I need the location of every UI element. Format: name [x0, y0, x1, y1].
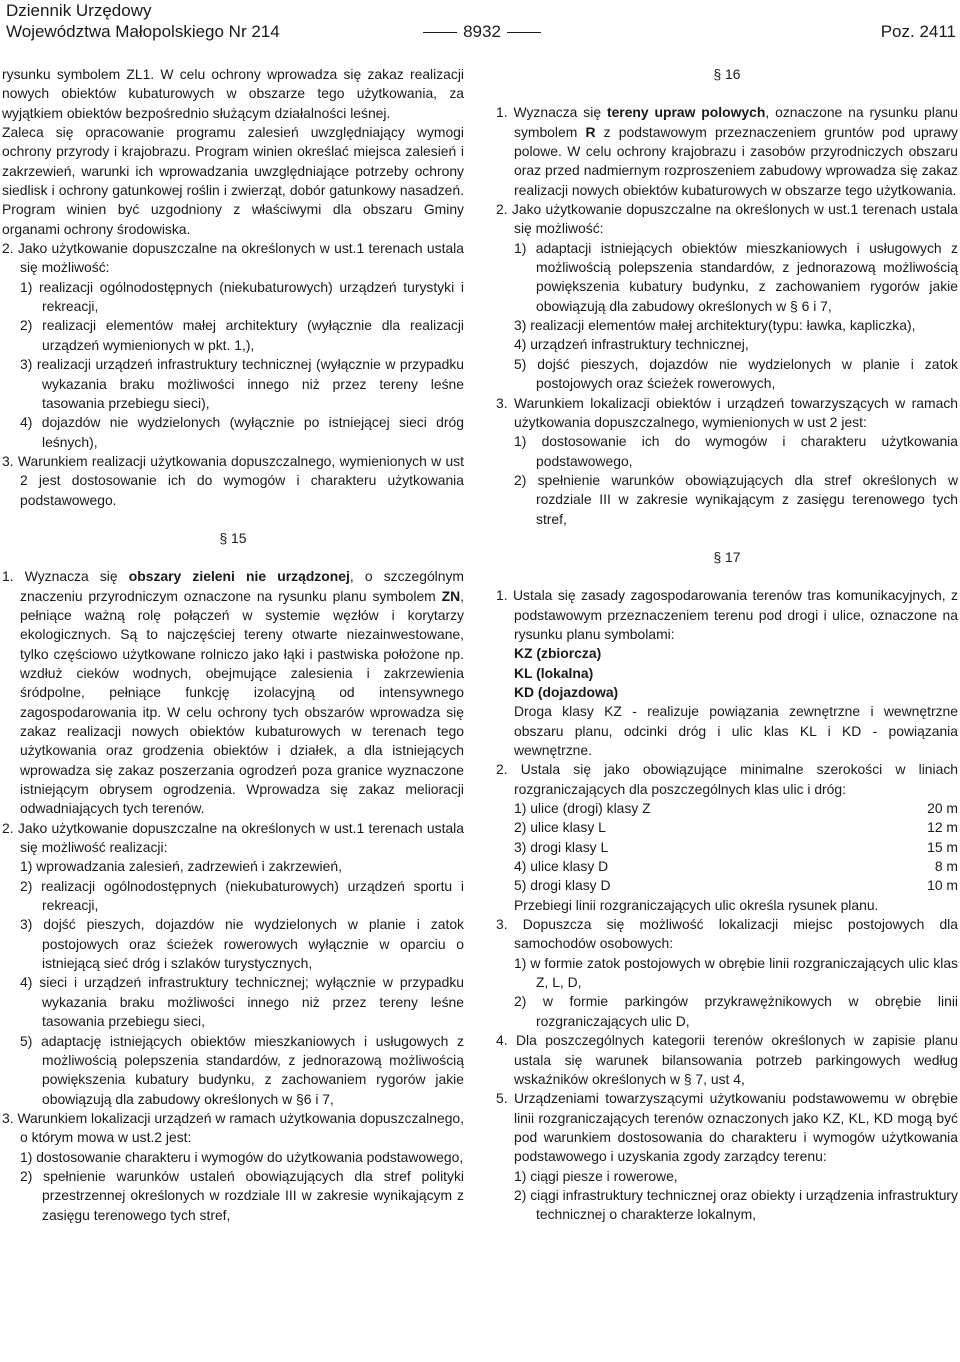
list-item: 1) ciągi piesze i rowerowe,	[514, 1167, 678, 1184]
section-heading: § 16	[713, 66, 741, 82]
journal-title: Dziennik Urzędowy	[6, 1, 152, 20]
paragraph: Przebiegi linii rozgraniczających ulic określa rysunek planu.	[514, 896, 879, 913]
list-item: 3) realizacji urządzeń infrastruktury technicznej (wyłącznie w przypadku wykazania braku możliwości innego niż przez tereny leśne tasowania przebiegu sieci),	[20, 356, 464, 411]
paragraph: 1. Wyznacza się tereny upraw polowych, oznaczone na rysunku planu symbolem R z podstawowym przeznaczeniem gruntów pod uprawy polowe. W celu ochrony krajobrazu i zasobów przyrodniczych obszaru oraz przed nadmiernym rozproszeniem zabudowy wprowadza się zakaz realizacji nowych obiektów kubaturowych w obszarze tego użytkowania.	[496, 104, 959, 198]
paragraph: 5. Urządzeniami towarzyszącymi użytkowaniu podstawowemu w obrębie linii rozgraniczających terenów oznaczonych jako KZ, KL, KD mogą być pod warunkiem dostosowania do charakteru i wymogów użytkowania podstawowego i uzyskania zgody zarządcy terenu:	[496, 1090, 958, 1165]
list-item: 1) adaptacji istniejących obiektów mieszkaniowych i usługowych z możliwością polepszenia standardów, z jednorazową możliwością powiększenia kubatury budynku, z zachowaniem rygorów jakie obowiązują dla zabudowy określonych w § 6 i 7,	[514, 239, 958, 314]
dash-right	[507, 32, 541, 33]
paragraph: 2. Jako użytkowanie dopuszczalne na określonych w ust.1 terenach ustala się możliwość:	[496, 201, 958, 237]
paragraph: 2. Ustala się jako obowiązujące minimalne szerokości w liniach rozgraniczających dla poszczególnych klas ulic i dróg:	[496, 761, 958, 797]
width-row: 5) drogi klasy D 10 m	[514, 877, 958, 894]
paragraph: Zaleca się opracowanie programu zalesień uwzględniający wymogi ochrony przyrody i krajobrazu. Program winien określać miejsca zalesień i zakrzewień, warunki ich wprowadzania uwzględniające potrzeby ochrony siedlisk i ochrony gatunkowej roślin i zwierząt, dobór gatunkowy nasadzeń. Program winien być uzgodniony z właściwymi dla obszaru Gminy organami ochrony środowiska.	[2, 124, 464, 237]
list-item: 3) realizacji elementów małej architektury(typu: ławka, kapliczka),	[514, 317, 916, 334]
paragraph: rysunku symbolem ZL1. W celu ochrony wprowadza się zakaz realizacji nowych obiektów kubaturowych w obszarze tego użytkowania, za wyjątkiem obiektów bezpośrednio służącym działalności leśnej.	[2, 66, 464, 121]
paragraph: 2. Jako użytkowanie dopuszczalne na określonych w ust.1 terenach ustala się możliwość:	[2, 240, 464, 276]
list-item: 2) realizacji elementów małej architektury (wyłącznie dla realizacji urządzeń wymienionych w pkt. 1,),	[20, 317, 464, 353]
paragraph: 1. Wyznacza się obszary zieleni nie urządzonej, o szczególnym znaczeniu przyrodniczym oznaczone na rysunku planu symbolem ZN, pełniące ważną rolę połączeń w systemie węzłów i korytarzy ekologicznych. Są to najczęściej tereny otwarte niezainwestowane, tylko częściowo użytkowane rolniczo jako łąki i pastwiska położone np. wzdłuż cieków wodnych, obejmujące zalesienia i zakrzewienia śródpolne, pełniące funkcję izolacyjną od intensywnego zagospodarowania itp. W celu ochrony tych obszarów wprowadza się zakaz realizacji nowych obiektów kubaturowych w terenach tego użytkowania oraz grodzenia obiektów i działek, a dla istniejących wprowadza się zakaz poszerzania ogrodzeń poza granice wyznaczone istniejącym obrysem ogrodzenia. Wprowadza się zakaz melioracji odwadniających tych terenów.	[2, 568, 464, 817]
width-row: 3) drogi klasy L 15 m	[514, 838, 958, 855]
list-item: 4) sieci i urządzeń infrastruktury technicznej; wyłącznie w przypadku wykazania braku możliwości innego niż przez tereny leśne tasowania przebiegu sieci,	[20, 974, 464, 1030]
position-number: Poz. 2411	[880, 22, 956, 41]
right-column	[496, 65, 958, 1225]
left-column	[2, 65, 464, 1225]
list-item: 1) wprowadzania zalesień, zadrzewień i zakrzewień,	[20, 858, 342, 875]
list-item: 2) realizacji ogólnodostępnych (niekubaturowych) urządzeń sportu i rekreacji,	[20, 877, 464, 914]
list-item: 2) ciągi infrastruktury technicznej oraz obiekty i urządzenia infrastruktury technicznej o charakterze lokalnym,	[514, 1186, 958, 1223]
road-class-symbol: KD (dojazdowa)	[514, 683, 619, 700]
list-item: 4) dojazdów nie wydzielonych (wyłącznie po istniejącej sieci dróg leśnych),	[20, 414, 464, 450]
list-item: 5) adaptację istniejących obiektów mieszkaniowych i usługowych z możliwością polepszenia standardów, z jednorazową możliwością powiększenia kubatury budynku, z zachowaniem rygorów jakie obowiązują dla zabudowy określonych w §6 i 7,	[20, 1032, 464, 1107]
list-item: 5) dojść pieszych, dojazdów nie wydzielonych w planie i zatok postojowych oraz ścieżek rowerowych,	[514, 355, 958, 392]
list-item: 1) w formie zatok postojowych w obrębie linii rozgraniczających ulic klas Z, L, D,	[514, 954, 958, 991]
paragraph: Droga klasy KZ - realizuje powiązania zewnętrzne i wewnętrzne obszaru planu, odcinki dróg i ulic klas KL i KD - powiązania wewnętrzne.	[514, 703, 958, 758]
paragraph: 3. Dopuszcza się możliwość lokalizacji miejsc postojowych dla samochodów osobowych:	[496, 916, 958, 952]
list-item: 1) dostosowanie ich do wymogów i charakteru użytkowania podstawowego,	[514, 433, 958, 469]
page-number	[6, 21, 958, 42]
road-class-symbol: KL (lokalna)	[514, 664, 594, 681]
paragraph: 3. Warunkiem realizacji użytkowania dopuszczalnego, wymienionych w ust 2 jest dostosowanie ich do wymogów i charakteru użytkowania podstawowego.	[2, 452, 464, 508]
paragraph: 4. Dla poszczególnych kategorii terenów określonych w zapisie planu ustala się warunek bilansowania potrzeb parkingowych według wskaźników określonych w § 7, ust 4,	[496, 1032, 958, 1087]
road-class-symbol: KZ (zbiorcza)	[514, 645, 602, 662]
list-item: 4) urządzeń infrastruktury technicznej,	[514, 336, 749, 353]
page-header	[6, 0, 958, 46]
width-row: 4) ulice klasy D 8 m	[514, 858, 958, 875]
section-heading: § 17	[713, 548, 741, 565]
list-item: 2) spełnienie warunków ustaleń obowiązujących dla stref polityki przestrzennej określonych w rozdziale III w zakresie wynikającym z zasięgu terenowego tych stref,	[20, 1167, 464, 1223]
list-item: 1) dostosowanie charakteru i wymogów do użytkowania podstawowego,	[20, 1148, 464, 1165]
width-row: 1) ulice (drogi) klasy Z 20 m	[514, 800, 958, 817]
list-item: 2) w formie parkingów przykrawężnikowych w obrębie linii rozgraniczających ulic D,	[514, 993, 958, 1029]
list-item: 1) realizacji ogólnodostępnych (niekubaturowych) urządzeń turystyki i rekreacji,	[20, 278, 464, 315]
section-heading: § 15	[219, 529, 247, 546]
paragraph: 2. Jako użytkowanie dopuszczalne na określonych w ust.1 terenach ustala się możliwość realizacji:	[2, 819, 464, 856]
journal-subtitle: Województwa Małopolskiego Nr 214	[6, 22, 280, 41]
width-row: 2) ulice klasy L 12 m	[514, 819, 958, 836]
page-number-value: 8932	[463, 22, 501, 41]
list-item: 3) dojść pieszych, dojazdów nie wydzielonych w planie i zatok postojowych oraz ścieżek rowerowych wyłącznie w oparciu o istniejącą sieć dróg i szlaków turystycznych,	[20, 916, 464, 972]
dash-left	[423, 32, 457, 33]
paragraph: 3. Warunkiem lokalizacji obiektów i urządzeń towarzyszących w ramach użytkowania dopuszczalnego, wymienionych w ust 2 jest:	[496, 394, 958, 430]
paragraph: 1. Ustala się zasady zagospodarowania terenów tras komunikacyjnych, z podstawowym przeznaczeniem terenu pod drogi i ulice, oznaczone na rysunku planu symbolami:	[496, 587, 958, 642]
list-item: 2) spełnienie warunków obowiązujących dla stref określonych w rozdziale III w zakresie wynikającym z zasięgu terenowego tych stref,	[514, 471, 958, 527]
paragraph: 3. Warunkiem lokalizacji urządzeń w ramach użytkowania dopuszczalnego, o którym mowa w ust.2 jest:	[2, 1109, 464, 1146]
